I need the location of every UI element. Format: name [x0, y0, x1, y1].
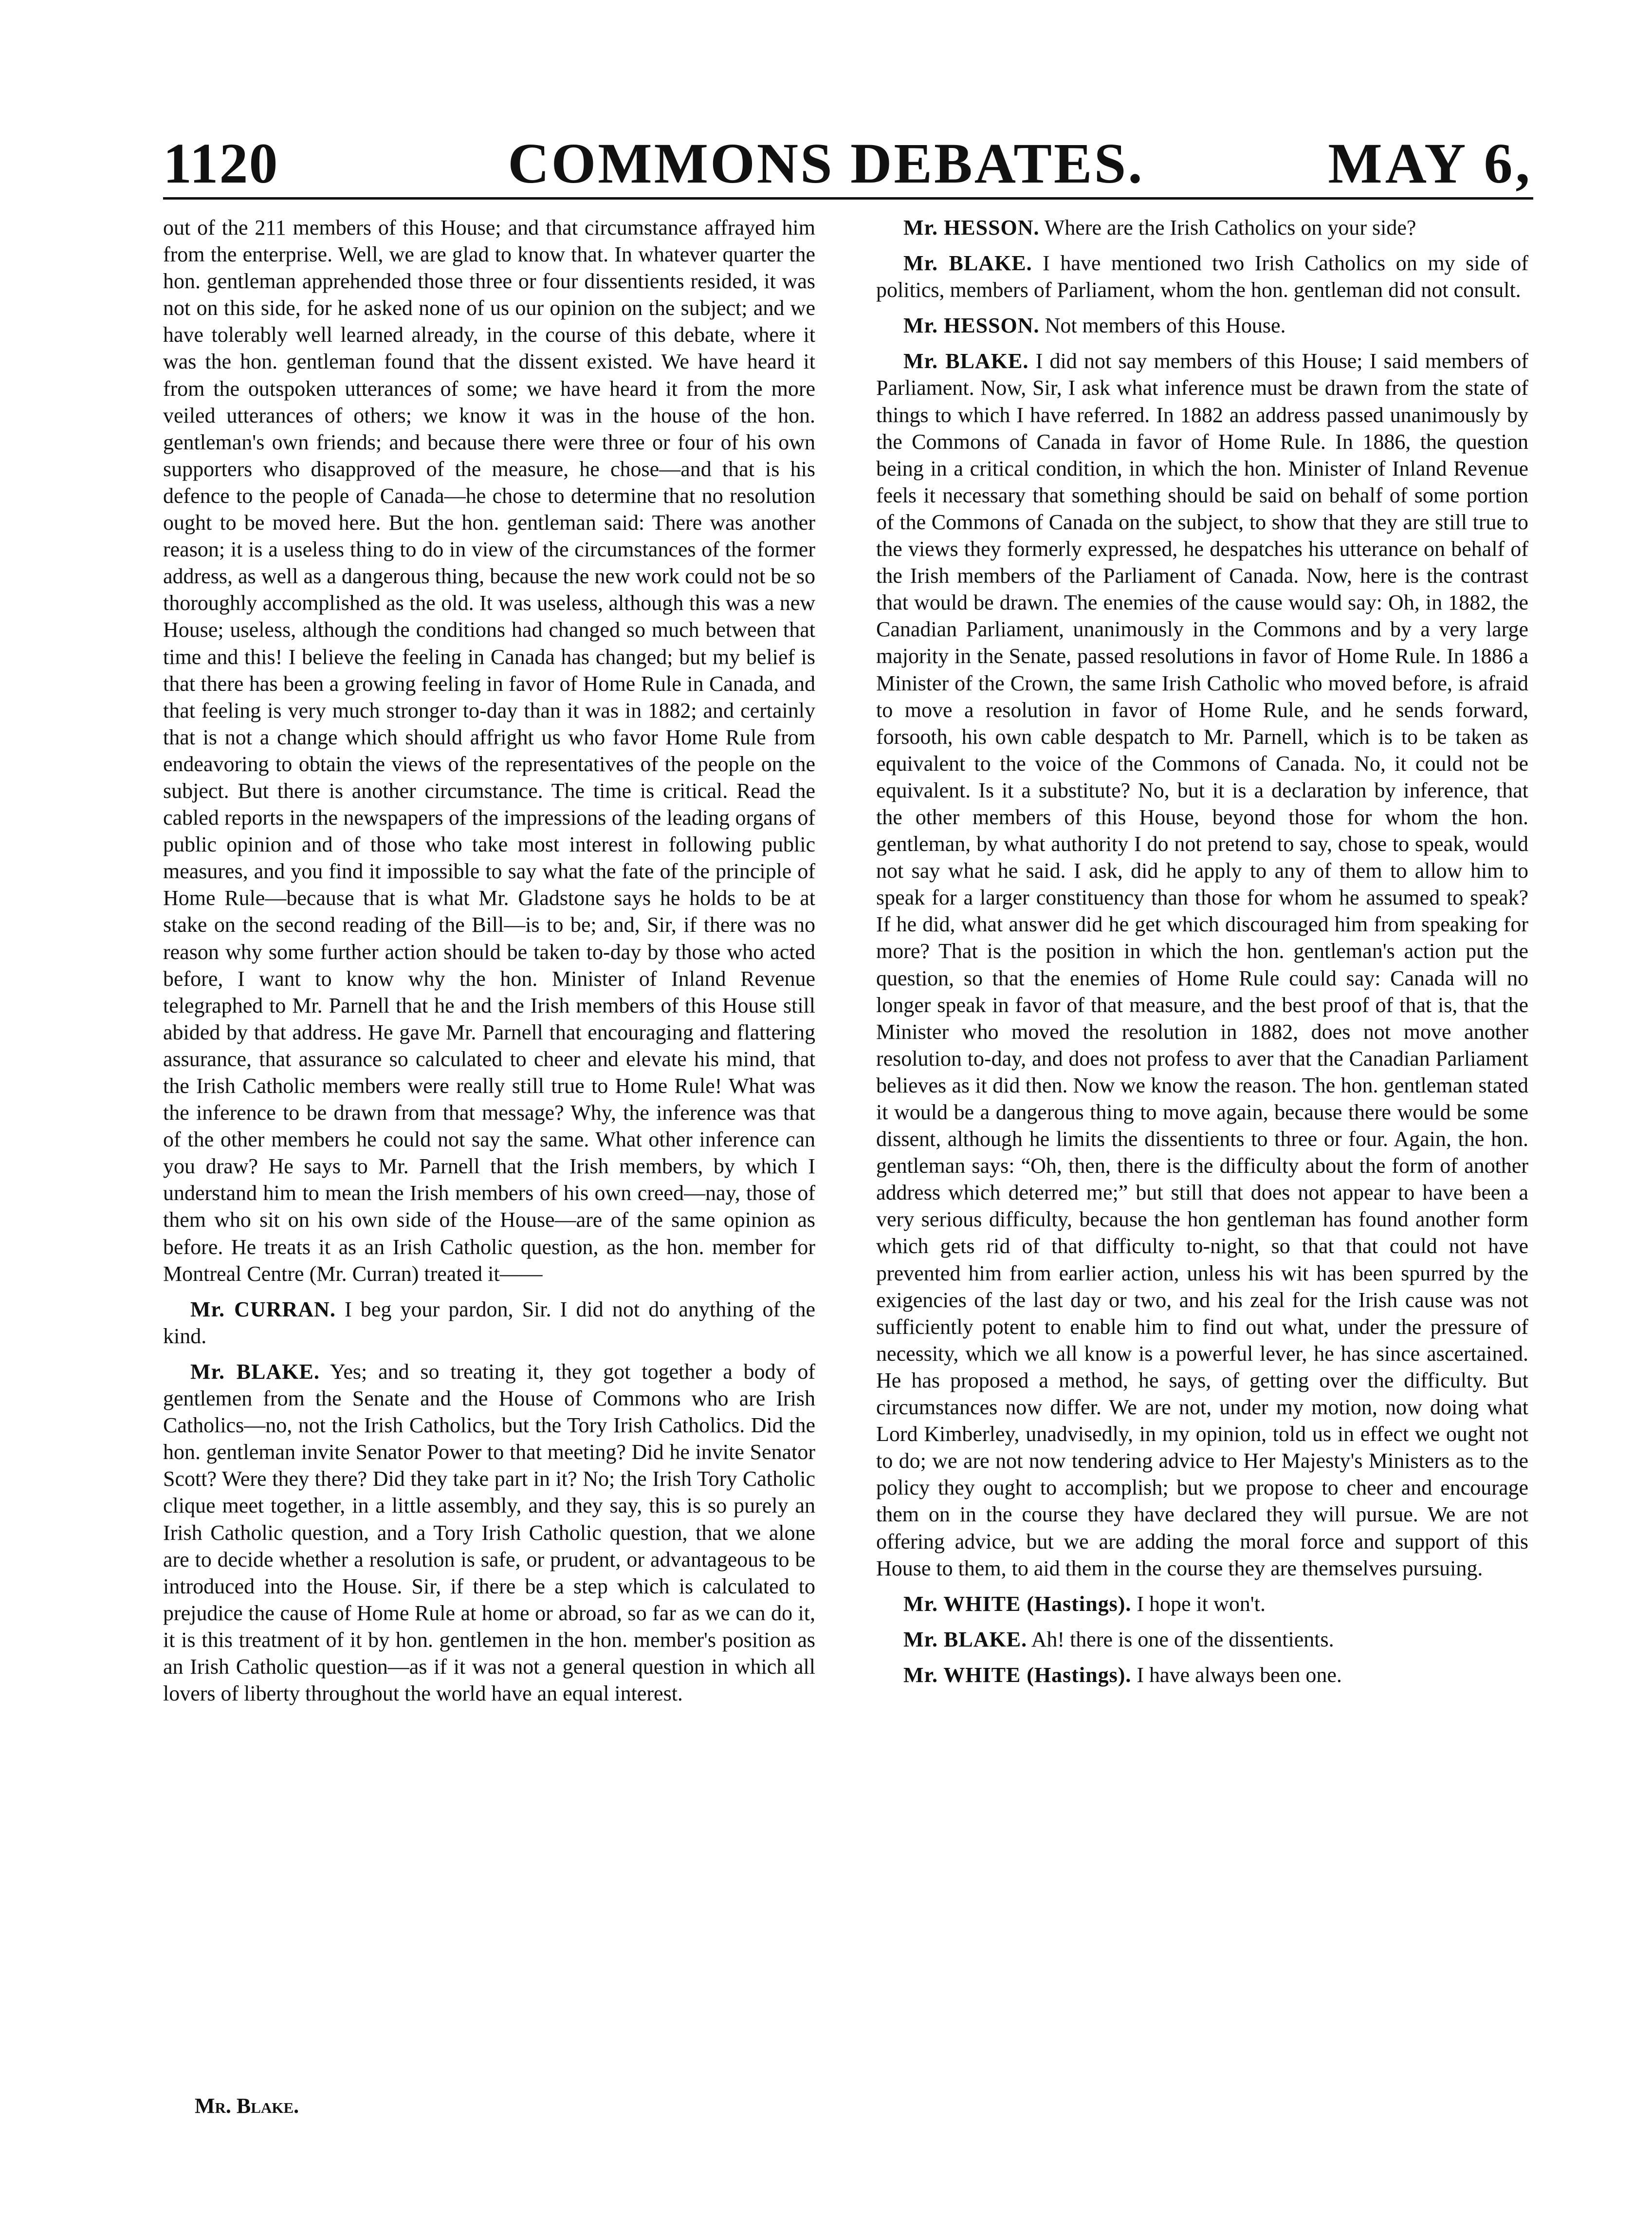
paragraph-text: I did not say members of this House; I said members of Parliament. Now, Sir, I ask what inference must be drawn from the state of things to which I have referred. In 1882 an address passed unanimously by the Commons of Canada in favor of Home Rule. In 1886, the question being in a critical condition, in which the hon. Minister of Inland Revenue feels it necessary that something should be said on behalf of some portion of the Commons of Canada on the subject, to show that they are still true to the views they formerly expressed, he despatches his utterance on behalf of the Irish members of the Parliament of Canada. Now, here is the contrast that would be drawn. The enemies of the cause would say: Oh, in 1882, the Canadian Parliament, unanimously in the Commons and by a very large majority in the Senate, passed resolutions in favor of Home Rule. In 1886 a Minister of the Crown, the same Irish Catholic who moved before, is afraid to move a resolution in favor of Home Rule, and he sends forward, forsooth, his own cable despatch to Mr. Parnell, which is to be taken as equivalent to the voice of the Commons of Canada. No, it could not be equivalent. Is it a substitute? No, but it is a declaration by inference, that the other members of this House, beyond those for whom the hon. gentleman, by what authority I do not pretend to say, chose to speak, would not say what he said. I ask, did he apply to any of them to allow him to speak for a larger constituency than those for whom he assumed to speak? If he did, what answer did he get which discouraged him from speaking for more? That is the position in which the hon. gentleman's action put the question, so that the enemies of Home Rule could say: Canada will no longer speak in favor of that measure, and the best proof of that is, that the Minister who moved the resolution in 1882, does not move another resolution to-day, and does not profess to aver that the Canadian Parliament believes as it did then. Now we know the reason. The hon. gentleman stated it would be a dangerous thing to move again, because there would be some dissent, although he limits the dissentients to three or four. Again, the hon. gentleman says: “Oh, then, there is the difficulty about the form of another address which deterred me;” but still that does not appear to have been a very serious difficulty, because the hon gentleman has found another form which gets rid of that difficulty to-night, so that that could not have prevented him from earlier action, unless his wit has been spurred by the exigencies of the last day or two, and his zeal for the Irish cause was not sufficiently potent to enable him to find out what, under the pressure of necessity, which we all know is a powerful lever, he has since ascertained. He has proposed a method, he says, of getting over the difficulty. But circumstances now differ. We are not, under my motion, now doing what Lord Kimberley, unadvisedly, in my opinion, told us in effect we ought not to do; we are not now tendering advice to Her Majesty's Ministers as to the policy they ought to accomplish; but we propose to cheer and encourage them on in the course they have declared they will pursue. We are not offering advice, but we are adding the moral force and support of this House to them, to aid them in the course they are themselves pursuing. — [876, 349, 1529, 1580]
left-column — [163, 214, 815, 1707]
speaker-name: Mr. WHITE (Hastings). — [903, 1591, 1132, 1616]
paragraph-text: Not members of this House. — [1045, 314, 1286, 338]
paragraph — [876, 1662, 1528, 1688]
paragraph-text: out of the 211 members of this House; and that circumstance affrayed him from the enterprise. Well, we are glad to know that. In whatever quarter the hon. gentleman apprehended those three or four dissentients resided, it was not on this side, for he asked none of us our opinion on the subject; and we have tolerably well learned already, in the course of this debate, where it was the hon. gentleman found that the dissent existed. We have heard it from the outspoken utterances of some; we have heard it from the more veiled utterances of others; we know it was in the house of the hon. gentleman's own friends; and because there were three or four of his own supporters who disapproved of the measure, he chose—and that is his defence to the people of Canada—he chose to determine that no resolution ought to be moved here. But the hon. gentleman said: There was another reason; it is a useless thing to do in view of the circumstances of the former address, as well as a dangerous thing, because the new work could not be so thoroughly accomplished as the old. It was useless, although this was a new House; useless, although the conditions had changed so much between that time and this! I believe the feeling in Canada has changed; but my belief is that there has been a growing feeling in favor of Home Rule in Canada, and that feeling is very much stronger to-day than it was in 1882; and certainly that is not a change which should affright us who favor Home Rule from endeavoring to obtain the views of the representatives of the people on the subject. But there is another circumstance. The time is critical. Read the cabled reports in the newspapers of the impressions of the leading organs of public opinion and of those who take most interest in following public measures, and you find it impossible to say what the fate of the principle of Home Rule—because that is what Mr. Gladstone says he holds to be at stake on the second reading of the Bill—is to be; and, Sir, if there was no reason why some further action should be taken to-day by those who acted before, I want to know why the hon. Minister of Inland Revenue telegraphed to Mr. Parnell that he and the Irish members of this House still abided by that address. He gave Mr. Parnell that encouraging and flattering assurance, that assurance so calculated to cheer and elevate his mind, that the Irish Catholic members were really still true to Home Rule! What was the inference to be drawn from that message? Why, the inference was that of the other members he could not say the same. What other inference can you draw? He says to Mr. Parnell that the Irish members, by which I understand him to mean the Irish members of his own creed—nay, those of them who sit on his own side of the House—are of the same opinion as before. He treats it as an Irish Catholic question, as the hon. member for Montreal Centre (Mr. Curran) treated it—— — [163, 216, 815, 1286]
speaker-name: Mr. HESSON. — [903, 314, 1040, 338]
page-header — [0, 0, 1652, 195]
paragraph-text: I have always been one. — [1137, 1663, 1342, 1687]
speaker-name: Mr. BLAKE. — [903, 349, 1029, 373]
right-column — [876, 214, 1528, 1688]
speaker-name: Mr. BLAKE. — [903, 251, 1032, 276]
paragraph — [163, 1358, 815, 1707]
paragraph — [876, 214, 1528, 241]
speaker-name: Mr. WHITE (Hastings). — [903, 1663, 1132, 1687]
paragraph — [876, 1590, 1528, 1617]
paragraph — [876, 348, 1528, 1581]
paragraph-text: Yes; and so treating it, they got together a body of gentlemen from the Senate and the House of Commons who are Irish Catholics—no, not the Irish Catholics, but the Tory Irish Catholics. Did the hon. gentleman invite Senator Power to that meeting? Did he invite Senator Scott? Were they there? Did they take part in it? No; the Irish Tory Catholic clique meet together, in a little assembly, and they say, this is so purely an Irish Catholic question, and a Tory Irish Catholic question, that we alone are to decide whether a resolution is safe, or prudent, or advantageous to be introduced into the House. Sir, if there be a step which is calculated to prejudice the cause of Home Rule at home or abroad, so far as we can do it, it is this treatment of it by hon. gentlemen in the hon. member's position as an Irish Catholic question—as if it was not a general question in which all lovers of liberty throughout the world have an equal interest. — [163, 1359, 816, 1706]
speaker-name: Mr. BLAKE. — [903, 1627, 1028, 1651]
speaker-name: Mr. BLAKE. — [190, 1359, 320, 1384]
catchword: Mr. Blake. — [195, 2094, 299, 2118]
paragraph — [876, 312, 1528, 339]
speaker-name: Mr. CURRAN. — [190, 1297, 336, 1321]
header-rule — [163, 197, 1533, 200]
paragraph — [163, 1296, 815, 1349]
paragraph-text: I beg your pardon, Sir. I did not do anything of the kind. — [163, 1297, 816, 1348]
page-date: MAY 6, — [1328, 131, 1533, 195]
paragraph-text: I hope it won't. — [1137, 1591, 1266, 1616]
paragraph-text: I have mentioned two Irish Catholics on my side of politics, members of Parliament, whom the hon. gentleman did not consult. — [876, 251, 1529, 302]
paragraph-text: Where are the Irish Catholics on your side? — [1044, 216, 1416, 240]
paragraph — [163, 214, 815, 1287]
paragraph — [876, 250, 1528, 303]
page-number: 1120 — [163, 131, 279, 195]
page-title: COMMONS DEBATES. — [508, 131, 1144, 195]
speaker-name: Mr. HESSON. — [903, 216, 1040, 240]
paragraph-text: Ah! there is one of the dissentients. — [1031, 1627, 1334, 1651]
paragraph — [876, 1626, 1528, 1653]
